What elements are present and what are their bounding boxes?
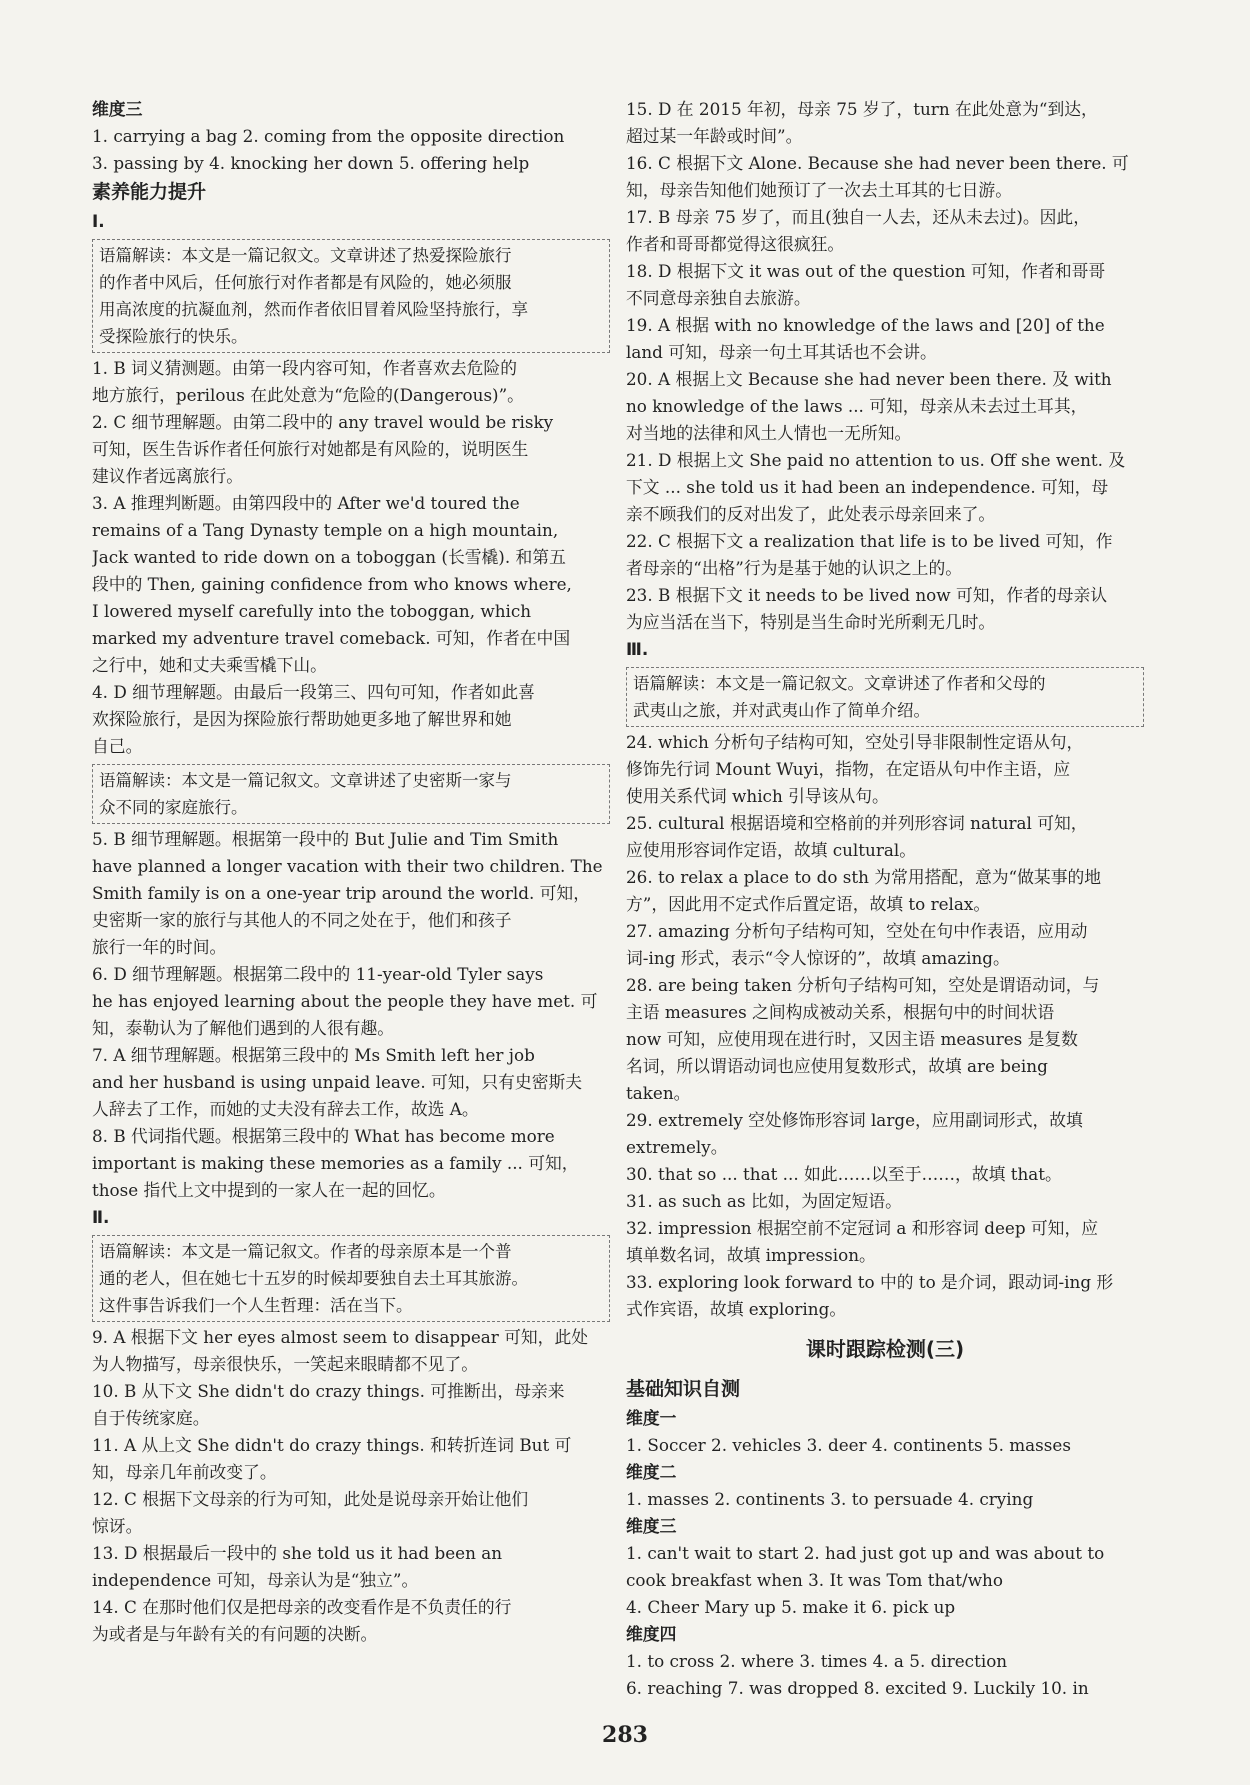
- text-line: 2. C 细节理解题。由第二段中的 any travel would be risky: [92, 412, 554, 432]
- answer-item: [626, 810, 1144, 864]
- text-line: 这件事告诉我们一个人生哲理：活在当下。: [99, 1296, 413, 1315]
- answer-item: [92, 490, 610, 679]
- text-line: 地方旅行，perilous 在此处意为“危险的(Dangerous)”。: [92, 385, 524, 405]
- section-heading: 维度三: [626, 1516, 677, 1536]
- text-line: 1. Soccer 2. vehicles 3. deer 4. continents 5. masses: [626, 1435, 1071, 1455]
- text-line: 者母亲的“出格”行为是基于她的认识之上的。: [626, 558, 963, 578]
- text-line: 5. B 细节理解题。根据第一段中的 But Julie and Tim Smith: [92, 829, 559, 849]
- text-line: independence 可知，母亲认为是“独立”。: [92, 1570, 419, 1590]
- text-line: land 可知，母亲一句土耳其话也不会讲。: [626, 342, 937, 362]
- answer-item: [626, 1161, 1144, 1188]
- answer-item: [626, 1648, 1144, 1702]
- text-line: 作者和哥哥都觉得这很疯狂。: [626, 234, 845, 254]
- answer-item: [626, 864, 1144, 918]
- section-title: 课时跟踪检测(三): [805, 1337, 965, 1361]
- text-line: 为应当活在当下，特别是当生命时光所剩无几时。: [626, 612, 996, 632]
- passage-summary-box: [92, 239, 610, 353]
- answer-item: [626, 1432, 1144, 1459]
- text-line: 欢探险旅行，是因为探险旅行帮助她更多地了解世界和她: [92, 709, 512, 729]
- text-line: 4. Cheer Mary up 5. make it 6. pick up: [626, 1597, 956, 1617]
- text-line: 1. carrying a bag 2. coming from the opposite direction: [92, 126, 565, 146]
- text-line: 33. exploring look forward to 中的 to 是介词，跟动词-ing 形: [626, 1272, 1114, 1292]
- passage-summary-box: [92, 764, 610, 824]
- text-line: 25. cultural 根据语境和空格前的并列形容词 natural 可知，: [626, 813, 1088, 833]
- section-heading: Ⅰ.: [92, 211, 105, 231]
- text-line: I lowered myself carefully into the toboggan, which: [92, 601, 532, 621]
- text-line: remains of a Tang Dynasty temple on a high mountain,: [92, 520, 559, 540]
- answer-item: [626, 972, 1144, 1107]
- text-line: 6. D 细节理解题。根据第二段中的 11-year-old Tyler says: [92, 964, 544, 984]
- section-heading: 维度一: [626, 1408, 677, 1428]
- passage-summary-box: [92, 1235, 610, 1322]
- text-line: 的作者中风后，任何旅行对作者都是有风险的，她必须服: [99, 273, 512, 292]
- answer-item: [626, 1269, 1144, 1323]
- answer-item: [92, 409, 610, 490]
- text-line: 用高浓度的抗凝血剂，然而作者依旧冒着风险坚持旅行，享: [99, 300, 528, 319]
- answer-item: [626, 96, 1144, 150]
- text-line: 使用关系代词 which 引导该从句。: [626, 786, 889, 806]
- text-line: 对当地的法律和风土人情也一无所知。: [626, 423, 912, 443]
- text-line: no knowledge of the laws ... 可知，母亲从未去过土耳其，: [626, 396, 1088, 416]
- text-line: 18. D 根据下文 it was out of the question 可知，作者和哥哥: [626, 261, 1106, 281]
- text-line: 32. impression 根据空前不定冠词 a 和形容词 deep 可知，应: [626, 1218, 1099, 1238]
- text-line: 27. amazing 分析句子结构可知，空处在句中作表语，应用动: [626, 921, 1088, 941]
- text-line: 语篇解读：本文是一篇记叙文。文章讲述了热爱探险旅行: [99, 246, 512, 265]
- text-line: 通的老人，但在她七十五岁的时候却要独自去土耳其旅游。: [99, 1269, 528, 1288]
- text-line: 惊讶。: [92, 1516, 143, 1536]
- text-line: 8. B 代词指代题。根据第三段中的 What has become more: [92, 1126, 555, 1146]
- passage-summary-box: [626, 667, 1144, 727]
- page-number: 283: [602, 1722, 648, 1748]
- text-line: have planned a longer vacation with their two children. The: [92, 856, 603, 876]
- text-line: 17. B 母亲 75 岁了，而且(独自一人去，还从未去过)。因此，: [626, 207, 1090, 227]
- text-line: extremely。: [626, 1137, 728, 1157]
- answer-item: [92, 1540, 610, 1594]
- text-line: 填单数名词，故填 impression。: [626, 1245, 876, 1265]
- text-line: 自于传统家庭。: [92, 1408, 210, 1428]
- text-line: and her husband is using unpaid leave. 可知，只有史密斯夫: [92, 1072, 583, 1092]
- text-line: 13. D 根据最后一段中的 she told us it had been an: [92, 1543, 503, 1563]
- text-line: 20. A 根据上文 Because she had never been there. 及 with: [626, 369, 1112, 389]
- right-column: [626, 96, 1144, 1702]
- text-line: 3. passing by 4. knocking her down 5. offering help: [92, 153, 530, 173]
- text-line: 旅行一年的时间。: [92, 937, 227, 957]
- text-line: 词-ing 形式，表示“令人惊讶的”，故填 amazing。: [626, 948, 1010, 968]
- text-line: 方”，因此用不定式作后置定语，故填 to relax。: [626, 894, 991, 914]
- text-line: 26. to relax a place to do sth 为常用搭配，意为“做某事的地: [626, 867, 1102, 887]
- text-line: 31. as such as 比如，为固定短语。: [626, 1191, 902, 1211]
- text-line: 建议作者远离旅行。: [92, 466, 244, 486]
- answer-item: [92, 1378, 610, 1432]
- text-line: 16. C 根据下文 Alone. Because she had never been there. 可: [626, 153, 1129, 173]
- answer-item: [626, 1107, 1144, 1161]
- text-line: 1. masses 2. continents 3. to persuade 4. crying: [626, 1489, 1034, 1509]
- text-line: now 可知，应使用现在进行时，又因主语 measures 是复数: [626, 1029, 1078, 1049]
- text-line: 为或者是与年龄有关的有问题的决断。: [92, 1624, 378, 1644]
- text-line: 21. D 根据上文 She paid no attention to us. Off she went. 及: [626, 450, 1126, 470]
- text-line: 9. A 根据下文 her eyes almost seem to disappear 可知，此处: [92, 1327, 589, 1347]
- answer-item: [626, 150, 1144, 204]
- text-line: 知，母亲告知他们她预订了一次去土耳其的七日游。: [626, 180, 1012, 200]
- answer-item: [626, 447, 1144, 528]
- text-line: Smith family is on a one-year trip around the world. 可知，: [92, 883, 590, 903]
- text-line: 之行中，她和丈夫乘雪橇下山。: [92, 655, 327, 675]
- text-line: 知，泰勒认为了解他们遇到的人很有趣。: [92, 1018, 395, 1038]
- answer-item: [92, 1324, 610, 1378]
- text-line: 1. to cross 2. where 3. times 4. a 5. direction: [626, 1651, 1008, 1671]
- text-line: Jack wanted to ride down on a toboggan (长雪橇). 和第五: [92, 547, 566, 567]
- section-heading: 维度三: [92, 99, 143, 119]
- answer-item: [626, 1188, 1144, 1215]
- text-line: those 指代上文中提到的一家人在一起的回忆。: [92, 1180, 446, 1200]
- text-line: 语篇解读：本文是一篇记叙文。作者的母亲原本是一个普: [99, 1242, 512, 1261]
- text-line: cook breakfast when 3. It was Tom that/who: [626, 1570, 1003, 1590]
- answer-item: [626, 582, 1144, 636]
- answer-item: [92, 355, 610, 409]
- answer-item: [626, 729, 1144, 810]
- text-line: 受探险旅行的快乐。: [99, 327, 248, 346]
- text-line: 语篇解读：本文是一篇记叙文。文章讲述了作者和父母的: [633, 674, 1046, 693]
- text-line: 式作宾语，故填 exploring。: [626, 1299, 847, 1319]
- text-line: 段中的 Then, gaining confidence from who knows where,: [92, 574, 572, 594]
- text-line: 28. are being taken 分析句子结构可知，空处是谓语动词，与: [626, 975, 1100, 995]
- text-line: 亲不顾我们的反对出发了，此处表示母亲回来了。: [626, 504, 996, 524]
- text-line: 修饰先行词 Mount Wuyi，指物，在定语从句中作主语，应: [626, 759, 1071, 779]
- text-line: 应使用形容词作定语，故填 cultural。: [626, 840, 917, 860]
- answer-item: [92, 1123, 610, 1204]
- text-line: 史密斯一家的旅行与其他人的不同之处在于，他们和孩子: [92, 910, 512, 930]
- text-line: 6. reaching 7. was dropped 8. excited 9. Luckily 10. in: [626, 1678, 1089, 1698]
- section-heading: Ⅲ.: [626, 639, 649, 659]
- text-line: 30. that so ... that ... 如此……以至于……，故填 that。: [626, 1164, 1062, 1184]
- answer-item: [626, 258, 1144, 312]
- answer-item: [92, 679, 610, 760]
- text-line: 22. C 根据下文 a realization that life is to be lived 可知，作: [626, 531, 1113, 551]
- text-line: taken。: [626, 1083, 691, 1103]
- answer-item: [626, 312, 1144, 366]
- text-line: he has enjoyed learning about the people they have met. 可: [92, 991, 598, 1011]
- answer-item: [92, 123, 610, 177]
- answer-item: [92, 1042, 610, 1123]
- section-heading: Ⅱ.: [92, 1207, 110, 1227]
- left-column: [92, 96, 610, 1648]
- answer-item: [92, 961, 610, 1042]
- text-line: 1. can't wait to start 2. had just got up and was about to: [626, 1543, 1105, 1563]
- section-heading: 素养能力提升: [92, 181, 207, 203]
- text-line: 23. B 根据下文 it needs to be lived now 可知，作者的母亲认: [626, 585, 1108, 605]
- text-line: 11. A 从上文 She didn't do crazy things. 和转折连词 But 可: [92, 1435, 572, 1455]
- text-line: 武夷山之旅，并对武夷山作了简单介绍。: [633, 701, 930, 720]
- answer-item: [92, 1486, 610, 1540]
- text-line: 24. which 分析句子结构可知，空处引导非限制性定语从句，: [626, 732, 1084, 752]
- answer-item: [626, 366, 1144, 447]
- text-line: 15. D 在 2015 年初，母亲 75 岁了，turn 在此处意为“到达，: [626, 99, 1098, 119]
- text-line: important is making these memories as a family ... 可知，: [92, 1153, 579, 1173]
- text-line: 自己。: [92, 736, 143, 756]
- answer-item: [626, 1215, 1144, 1269]
- text-line: 不同意母亲独自去旅游。: [626, 288, 811, 308]
- text-line: 众不同的家庭旅行。: [99, 798, 248, 817]
- answer-item: [626, 528, 1144, 582]
- answer-item: [92, 1594, 610, 1648]
- text-line: 12. C 根据下文母亲的行为可知，此处是说母亲开始让他们: [92, 1489, 529, 1509]
- text-line: 14. C 在那时他们仅是把母亲的改变看作是不负责任的行: [92, 1597, 512, 1617]
- text-line: 语篇解读：本文是一篇记叙文。文章讲述了史密斯一家与: [99, 771, 512, 790]
- text-line: 名词，所以谓语动词也应使用复数形式，故填 are being: [626, 1056, 1048, 1076]
- answer-item: [626, 1540, 1144, 1621]
- text-line: 19. A 根据 with no knowledge of the laws and [20] of the: [626, 315, 1105, 335]
- text-line: 可知，医生告诉作者任何旅行对她都是有风险的，说明医生: [92, 439, 529, 459]
- text-line: 1. B 词义猜测题。由第一段内容可知，作者喜欢去危险的: [92, 358, 517, 378]
- text-line: 下文 ... she told us it had been an independence. 可知，母: [626, 477, 1109, 497]
- answer-item: [626, 1486, 1144, 1513]
- text-line: 人辞去了工作，而她的丈夫没有辞去工作，故选 A。: [92, 1099, 479, 1119]
- text-line: 为人物描写，母亲很快乐，一笑起来眼睛都不见了。: [92, 1354, 478, 1374]
- text-line: 29. extremely 空处修饰形容词 large，应用副词形式，故填: [626, 1110, 1083, 1130]
- answer-item: [92, 1432, 610, 1486]
- answer-item: [92, 826, 610, 961]
- section-heading: 基础知识自测: [626, 1378, 741, 1400]
- answer-item: [626, 918, 1144, 972]
- text-line: 4. D 细节理解题。由最后一段第三、四句可知，作者如此喜: [92, 682, 535, 702]
- text-line: 知，母亲几年前改变了。: [92, 1462, 277, 1482]
- text-line: marked my adventure travel comeback. 可知，作者在中国: [92, 628, 571, 648]
- answer-item: [626, 204, 1144, 258]
- text-line: 3. A 推理判断题。由第四段中的 After we'd toured the: [92, 493, 520, 513]
- text-line: 超过某一年龄或时间”。: [626, 126, 803, 146]
- text-line: 10. B 从下文 She didn't do crazy things. 可推断出，母亲来: [92, 1381, 565, 1401]
- section-heading: 维度二: [626, 1462, 677, 1482]
- text-line: 主语 measures 之间构成被动关系，根据句中的时间状语: [626, 1002, 1055, 1022]
- text-line: 7. A 细节理解题。根据第三段中的 Ms Smith left her job: [92, 1045, 535, 1065]
- section-heading: 维度四: [626, 1624, 677, 1644]
